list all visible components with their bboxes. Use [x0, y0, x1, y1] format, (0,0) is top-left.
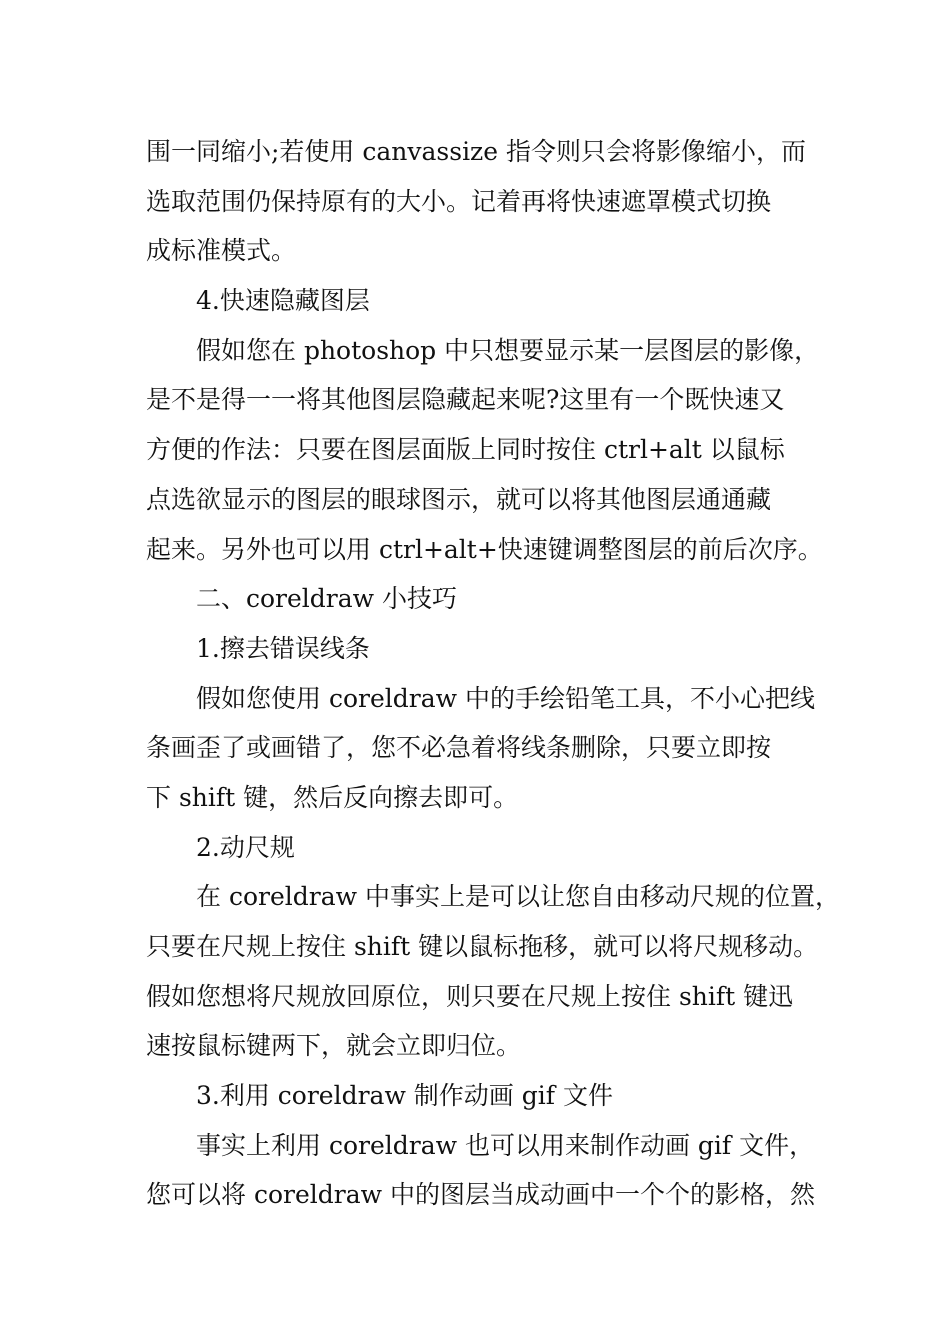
text-line: 点选欲显示的图层的眼球图示，就可以将其他图层通通藏 — [146, 484, 772, 514]
text-line: 条画歪了或画错了，您不必急着将线条删除，只要立即按 — [146, 733, 772, 763]
document-body — [146, 127, 840, 1220]
text-line: 是不是得一一将其他图层隐藏起来呢?这里有一个既快速又 — [146, 385, 785, 415]
text-line: 起来。另外也可以用 ctrl+alt+快速键调整图层的前后次序。 — [146, 534, 823, 564]
paragraph-start: 假如您使用 coreldraw 中的手绘铅笔工具，不小心把线 — [196, 683, 815, 713]
text-line: 只要在尺规上按住 shift 键以鼠标拖移，就可以将尺规移动。 — [146, 932, 819, 961]
chapter-heading: 二、coreldraw 小技巧 — [196, 584, 457, 614]
text-line: 速按鼠标键两下，就会立即归位。 — [146, 1031, 522, 1061]
text-line: 选取范围仍保持原有的大小。记着再将快速遮罩模式切换 — [146, 186, 772, 216]
section-heading: 4.快速隐藏图层 — [196, 286, 370, 316]
section-heading: 3.利用 coreldraw 制作动画 gif 文件 — [196, 1081, 613, 1111]
text-line: 围一同缩小;若使用 canvassize 指令则只会将影像缩小，而 — [146, 137, 806, 166]
paragraph-start: 在 coreldraw 中事实上是可以让您自由移动尺规的位置， — [196, 882, 840, 912]
text-line: 下 shift 键，然后反向擦去即可。 — [146, 782, 519, 812]
paragraph-start: 假如您在 photoshop 中只想要显示某一层图层的影像， — [196, 335, 820, 365]
paragraph-start: 事实上利用 coreldraw 也可以用来制作动画 gif 文件， — [196, 1130, 815, 1160]
section-heading: 1.擦去错误线条 — [196, 633, 370, 663]
text-line: 您可以将 coreldraw 中的图层当成动画中一个个的影格，然 — [146, 1180, 815, 1210]
text-line: 成标准模式。 — [146, 236, 297, 266]
section-heading: 2.动尺规 — [196, 832, 295, 862]
text-line: 方便的作法：只要在图层面版上同时按住 ctrl+alt 以鼠标 — [146, 435, 785, 465]
text-line: 假如您想将尺规放回原位，则只要在尺规上按住 shift 键迅 — [146, 981, 794, 1011]
